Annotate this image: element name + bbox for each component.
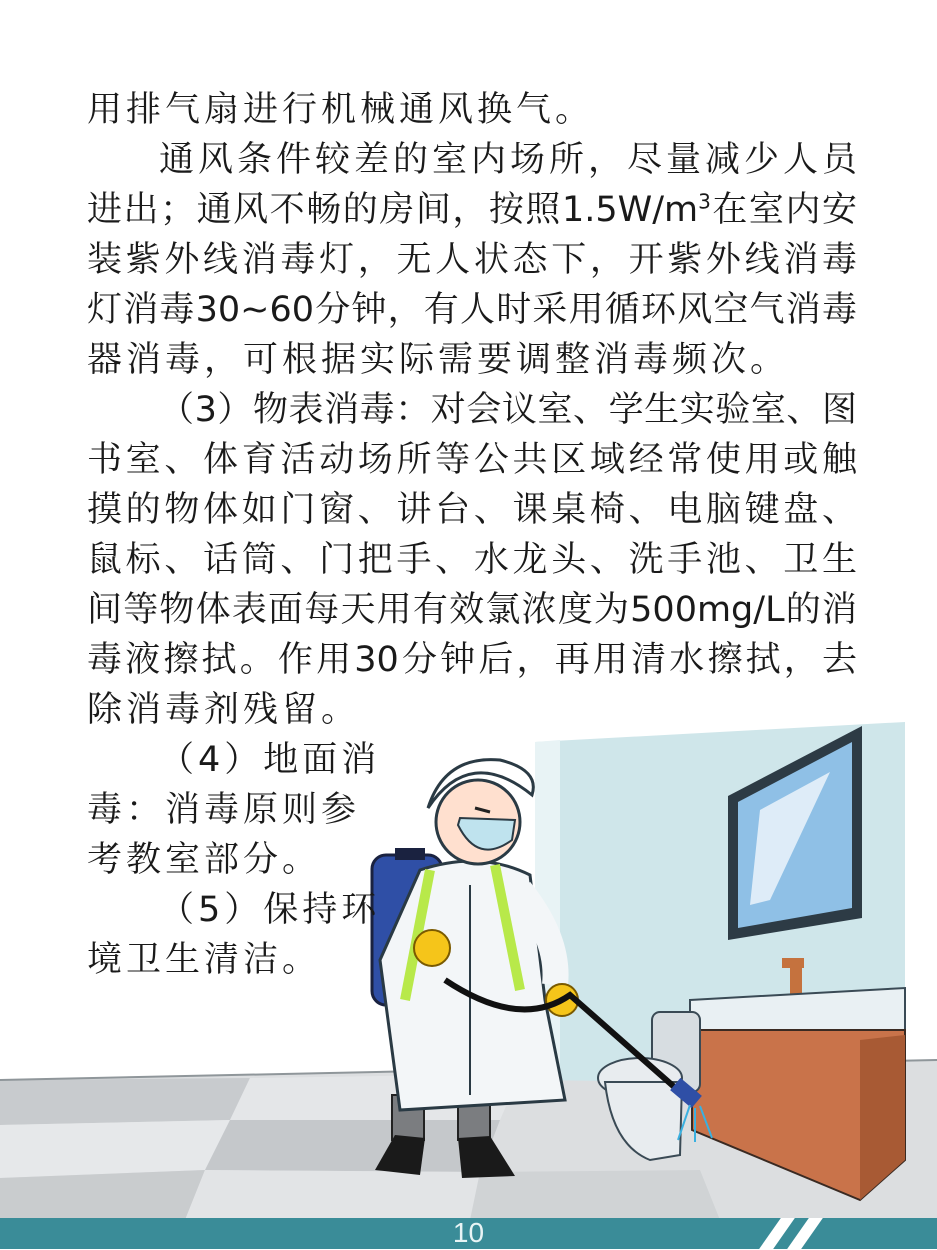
text-fragment: 在室内安 xyxy=(710,190,857,230)
text-line: 除消毒剂残留。 xyxy=(87,690,361,730)
text-line: 书室、体育活动场所等公共区域经常使用或触 xyxy=(87,440,857,480)
text-line: 通风条件较差的室内场所，尽量减少人员 xyxy=(159,140,857,180)
text-line: （3）物表消毒：对会议室、学生实验室、图 xyxy=(159,390,857,430)
text-line: 毒液擦拭。作用30分钟后，再用清水擦拭，去 xyxy=(87,640,857,680)
page-number: 10 xyxy=(452,1217,485,1248)
text-line: 鼠标、话筒、门把手、水龙头、洗手池、卫生 xyxy=(87,540,857,580)
text-line: 灯消毒30~60分钟，有人时采用循环风空气消毒 xyxy=(87,290,857,330)
text-line: （5）保持环 xyxy=(159,890,381,930)
text-line: 考教室部分。 xyxy=(87,840,322,880)
text-line: 器消毒，可根据实际需要调整消毒频次。 xyxy=(87,340,790,380)
text-line: 摸的物体如门窗、讲台、课桌椅、电脑键盘、 xyxy=(87,490,857,530)
text-line: 用排气扇进行机械通风换气。 xyxy=(87,90,595,130)
text-line xyxy=(87,185,857,235)
text-line: 毒：消毒原则参 xyxy=(87,790,361,830)
text-line: 装紫外线消毒灯，无人状态下，开紫外线消毒 xyxy=(87,240,857,280)
text-fragment: 进出；通风不畅的房间，按照1.5W/m xyxy=(87,190,699,230)
text-line: （4）地面消 xyxy=(159,740,381,780)
superscript: 3 xyxy=(698,189,711,214)
text-line: 间等物体表面每天用有效氯浓度为500mg/L的消 xyxy=(87,590,857,630)
text-line: 境卫生清洁。 xyxy=(87,940,322,980)
